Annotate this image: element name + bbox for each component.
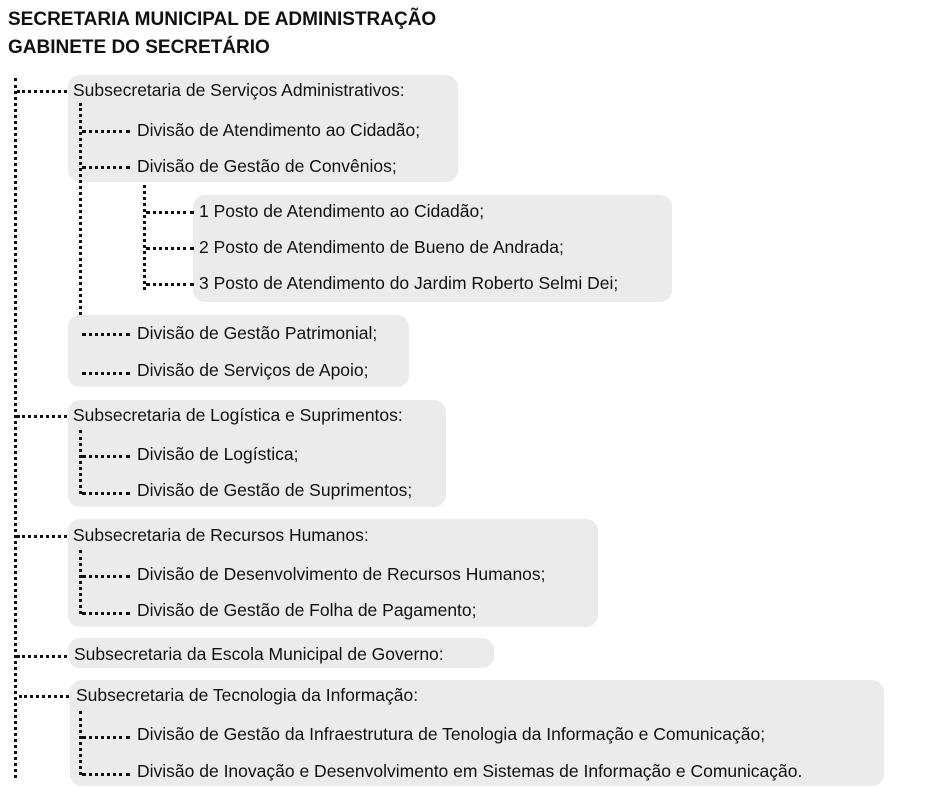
- main-trunk-connector: [14, 78, 17, 778]
- branch-connector: [82, 736, 130, 739]
- branch-connector: [82, 166, 130, 169]
- sub-branch-connector: [79, 711, 82, 775]
- divisao-infraestrutura-tic: Divisão de Gestão da Infraestrutura de Tenologia da Informação e Comunicação;: [137, 724, 766, 744]
- branch-connector: [82, 492, 130, 495]
- branch-connector: [19, 695, 69, 698]
- branch-connector: [82, 130, 130, 133]
- sub-branch-connector: [79, 430, 82, 494]
- branch-connector: [17, 415, 67, 418]
- branch-connector: [82, 575, 130, 578]
- posto-3: 3 Posto de Atendimento do Jardim Roberto Selmi Dei;: [199, 273, 619, 293]
- divisao-gestao-convenios: Divisão de Gestão de Convênios;: [137, 156, 397, 176]
- divisao-folha-pagamento: Divisão de Gestão de Folha de Pagamento;: [137, 600, 477, 620]
- branch-connector: [146, 211, 194, 214]
- branch-connector: [82, 612, 130, 615]
- sub-branch-connector: [79, 550, 82, 614]
- divisao-gestao-patrimonial: Divisão de Gestão Patrimonial;: [137, 323, 378, 343]
- page-subtitle: GABINETE DO SECRETÁRIO: [8, 37, 270, 58]
- subsecretaria-tecnologia-informacao: Subsecretaria de Tecnologia da Informação:: [76, 685, 419, 705]
- branch-connector: [82, 455, 130, 458]
- divisao-atendimento-cidadao: Divisão de Atendimento ao Cidadão;: [137, 120, 421, 140]
- posto-2: 2 Posto de Atendimento de Bueno de Andrada;: [199, 237, 564, 257]
- branch-connector: [17, 535, 67, 538]
- branch-connector: [146, 247, 194, 250]
- divisao-servicos-apoio: Divisão de Serviços de Apoio;: [137, 360, 369, 380]
- branch-connector: [17, 90, 67, 93]
- branch-connector: [82, 773, 130, 776]
- subsecretaria-recursos-humanos: Subsecretaria de Recursos Humanos:: [73, 525, 369, 545]
- page-title: SECRETARIA MUNICIPAL DE ADMINISTRAÇÃO: [8, 9, 437, 30]
- subsecretaria-logistica-suprimentos: Subsecretaria de Logística e Suprimentos:: [73, 405, 403, 425]
- subsecretaria-servicos-administrativos: Subsecretaria de Serviços Administrativos:: [73, 80, 405, 100]
- branch-connector: [82, 333, 130, 336]
- branch-connector: [146, 283, 194, 286]
- branch-connector: [17, 655, 67, 658]
- divisao-gestao-suprimentos: Divisão de Gestão de Suprimentos;: [137, 480, 413, 500]
- divisao-logistica: Divisão de Logística;: [137, 444, 299, 464]
- postos-connector: [143, 185, 146, 290]
- divisao-inovacao-sistemas: Divisão de Inovação e Desenvolvimento em Sistemas de Informação e Comunicação.: [137, 761, 803, 781]
- divisao-desenvolvimento-rh: Divisão de Desenvolvimento de Recursos Humanos;: [137, 564, 546, 584]
- posto-1: 1 Posto de Atendimento ao Cidadão;: [199, 201, 485, 221]
- subsecretaria-escola-municipal-governo: Subsecretaria da Escola Municipal de Governo:: [74, 644, 444, 664]
- branch-connector: [82, 372, 130, 375]
